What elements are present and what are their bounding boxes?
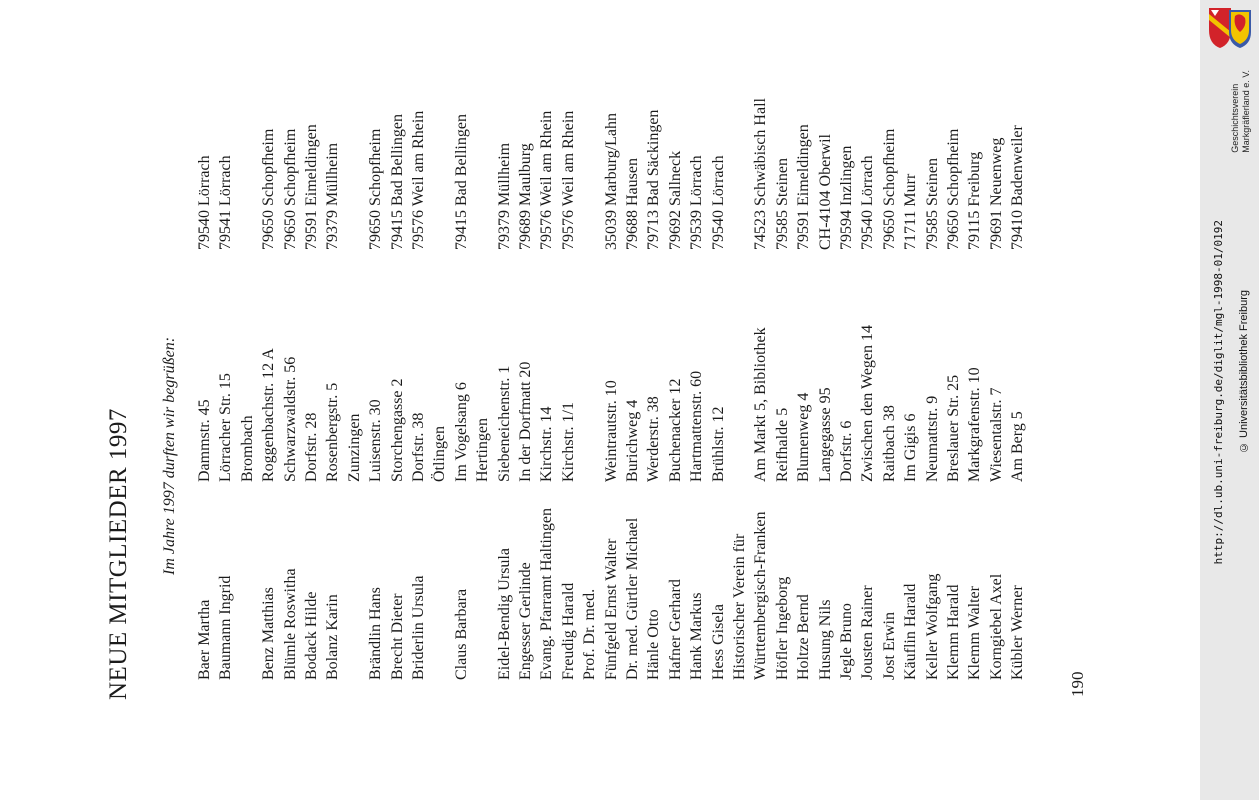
member-city: 79576 Weil am Rhein: [559, 110, 577, 250]
member-street: Lörracher Str. 15: [217, 373, 235, 482]
member-city: 79585 Steinen: [773, 158, 791, 250]
member-street: Buchenacker 12: [666, 378, 684, 482]
member-city: 71711 Murr: [902, 173, 920, 250]
member-name: Historischer Verein für: [731, 533, 748, 680]
member-street: Siebeneichenstr. 1: [495, 365, 513, 482]
member-name: Dr. med. Gürtler Michael: [624, 517, 641, 680]
member-name: Brändlin Hans: [367, 587, 385, 680]
member-street: Dammstr. 45: [196, 399, 213, 482]
member-name: Baumann Ingrid: [217, 575, 235, 680]
member-city: 79539 Lörrach: [688, 155, 706, 250]
coat-of-arms-icon: [1205, 6, 1253, 50]
member-name: Kübler Werner: [1009, 585, 1027, 680]
member-street: Ötlingen: [431, 426, 449, 482]
member-street: Am Markt 5, Bibliothek: [752, 327, 770, 482]
member-city: 79650 Schopfheim: [260, 128, 278, 250]
member-street: Schwarzwaldstr. 56: [281, 356, 299, 482]
source-url[interactable]: http://dl.ub.uni-freiburg.de/diglit/mgl-1998-01/0192: [1212, 220, 1225, 565]
member-city: 79415 Bad Bellingen: [388, 114, 406, 250]
member-city: 79541 Lörrach: [217, 155, 235, 250]
page-subtitle: Im Jahre 1997 durften wir begrüßen:: [161, 336, 178, 575]
member-street: Zunzingen: [345, 413, 363, 482]
member-name: Baer Martha: [196, 599, 213, 680]
member-city: 79689 Maulburg: [517, 143, 534, 250]
member-street: Werderstr. 38: [645, 396, 663, 482]
member-name: Keller Wolfgang: [923, 573, 941, 680]
member-street: Hartmattenstr. 60: [688, 370, 706, 482]
member-city: 79540 Lörrach: [859, 155, 877, 250]
member-city: 79650 Schopfheim: [945, 128, 962, 250]
member-street: Markgrafenstr. 10: [966, 367, 984, 482]
member-city: 79585 Steinen: [923, 158, 941, 250]
member-name: Freudig Harald: [559, 582, 577, 680]
member-name: Benz Matthias: [260, 587, 278, 680]
member-city: 79540 Lörrach: [196, 155, 213, 250]
member-street: Kirchstr. 1/1: [559, 402, 577, 482]
member-city: 79115 Freiburg: [966, 151, 984, 250]
member-name: Hafner Gerhard: [666, 579, 684, 680]
member-city: 79650 Schopfheim: [367, 128, 385, 250]
member-city: 79415 Bad Bellingen: [452, 114, 470, 250]
member-name: Evang. Pfarramt Haltingen: [538, 508, 556, 680]
member-name: Brecht Dieter: [388, 593, 406, 680]
member-city: 79591 Eimeldingen: [303, 124, 320, 250]
member-street: Im Gigis 6: [902, 413, 920, 482]
club-name: [1230, 70, 1252, 153]
member-street: Dorfstr. 38: [410, 412, 427, 482]
member-street: Rosenbergstr. 5: [324, 382, 342, 482]
member-city: 35039 Marburg/Lahn: [602, 112, 620, 250]
member-street: Burichweg 4: [624, 399, 641, 482]
member-name: Käuflin Harald: [902, 583, 920, 680]
member-street: Roggenbachstr. 12 A: [260, 348, 278, 482]
member-street: Luisenstr. 30: [367, 399, 385, 482]
member-street: Am Berg 5: [1009, 411, 1027, 482]
member-street: Brühlstr. 12: [709, 406, 727, 482]
member-city: 79650 Schopfheim: [281, 128, 299, 250]
club-name-line-1: Geschichtsverein: [1230, 83, 1240, 153]
member-city: 74523 Schwäbisch Hall: [752, 98, 770, 250]
member-name: Korngiebel Axel: [987, 573, 1005, 680]
member-city: 79591 Eimeldingen: [795, 124, 813, 250]
member-name: Klemm Harald: [945, 584, 962, 680]
member-street: Hertingen: [474, 418, 492, 482]
member-name: Bodack Hilde: [303, 591, 320, 680]
member-name: Jousten Rainer: [859, 585, 877, 680]
member-name: Husung Nils: [816, 599, 834, 680]
member-name: Briderlin Ursula: [410, 575, 427, 680]
member-name: Bolanz Karin: [324, 594, 342, 680]
member-street: Neumattstr. 9: [923, 395, 941, 482]
page-number: 190: [1068, 671, 1087, 697]
page-title: NEUE MITGLIEDER 1997: [105, 408, 132, 700]
member-street: Breslauer Str. 25: [945, 374, 962, 482]
member-street: Storchengasse 2: [388, 378, 406, 482]
member-name: Württembergisch-Franken: [752, 511, 770, 680]
member-name: Blümle Roswitha: [281, 568, 299, 680]
member-city: 79410 Badenweiler: [1009, 125, 1027, 250]
member-name: Klemm Walter: [966, 586, 984, 680]
member-street: Weintrautstr. 10: [602, 380, 620, 482]
member-street: Langegasse 95: [816, 387, 834, 482]
member-name: Höfler Ingeborg: [773, 576, 791, 680]
member-name: Fünfgeld Ernst Walter: [602, 538, 620, 680]
member-street: Reifhalde 5: [773, 407, 791, 482]
member-name: Hänle Otto: [645, 609, 663, 680]
member-street: Im Vogelsang 6: [452, 382, 470, 482]
club-name-line-2: Markgräflerland e. V.: [1241, 70, 1251, 153]
member-city: 79692 Sallneck: [666, 150, 684, 250]
member-city: 79379 Müllheim: [495, 142, 513, 250]
member-city: 79650 Schopfheim: [880, 128, 898, 250]
member-city: 79379 Müllheim: [324, 142, 342, 250]
member-name: Jost Erwin: [880, 612, 898, 680]
member-street: Kirchstr. 14: [538, 406, 556, 482]
copyright-notice: © Universitätsbibliothek Freiburg: [1238, 290, 1250, 454]
member-street: Dorfstr. 28: [303, 412, 320, 482]
member-street: In der Dorfmatt 20: [517, 361, 534, 482]
member-city: 79713 Bad Säckingen: [645, 109, 663, 250]
member-city: 79540 Lörrach: [709, 155, 727, 250]
member-name: Hank Markus: [688, 592, 706, 680]
member-name: Jegle Bruno: [838, 603, 855, 680]
member-street: Wiesentalstr. 7: [987, 387, 1005, 482]
member-city: 79576 Weil am Rhein: [538, 110, 556, 250]
member-name: Eidel-Bendig Ursula: [495, 548, 513, 680]
member-street: Dorfstr. 6: [838, 420, 855, 482]
member-street: Zwischen den Wegen 14: [859, 324, 877, 482]
member-city: 79594 Inzlingen: [838, 145, 855, 250]
member-city: 79576 Weil am Rhein: [410, 110, 427, 250]
member-name: Prof. Dr. med.: [581, 588, 599, 680]
member-street: Blumenweg 4: [795, 392, 813, 482]
member-name: Engesser Gerlinde: [517, 562, 534, 680]
member-name: Hess Gisela: [709, 604, 727, 680]
member-city: 79688 Hausen: [624, 158, 641, 250]
member-name: Claus Barbara: [452, 588, 470, 680]
member-street: Raitbach 38: [880, 405, 898, 482]
member-city: 79691 Neuenweg: [987, 137, 1005, 250]
member-name: Holtze Bernd: [795, 594, 813, 680]
member-city: CH-4104 Oberwil: [816, 134, 834, 250]
member-street: Brombach: [238, 415, 256, 482]
